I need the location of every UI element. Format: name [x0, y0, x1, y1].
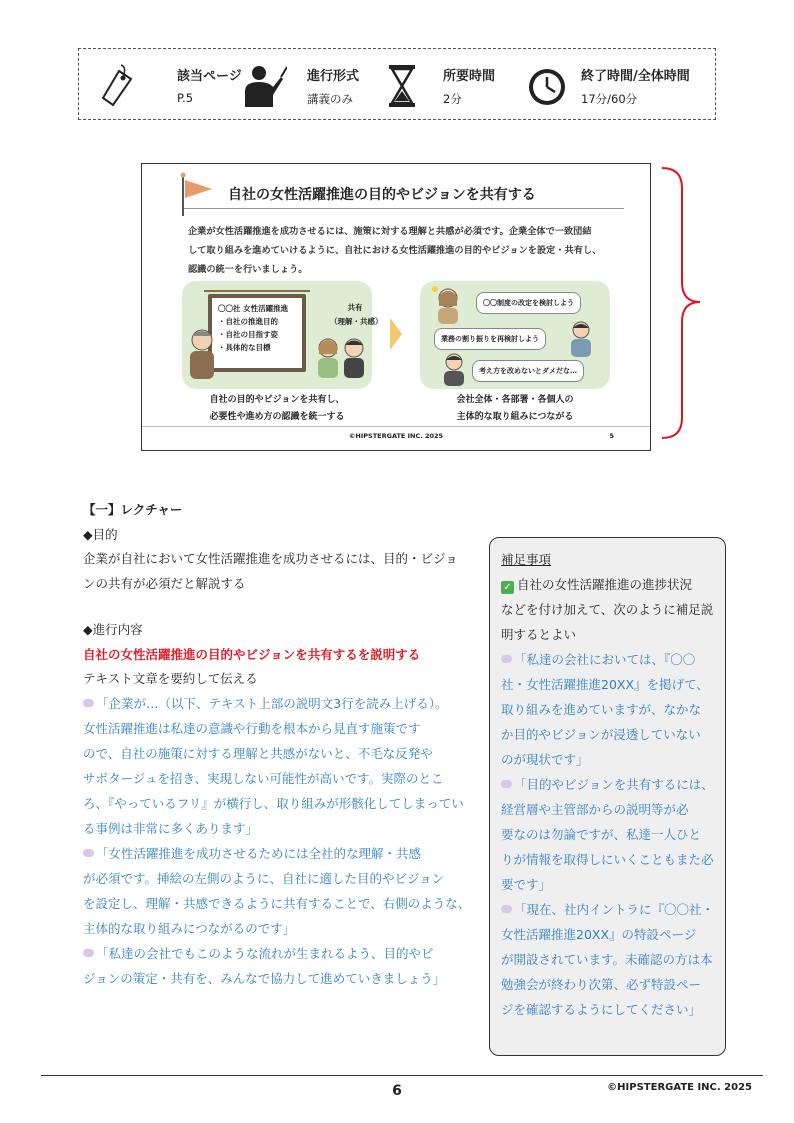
purpose-line: 企業が自社において女性活躍推進を成功させるには、目的・ビジョ: [83, 551, 458, 566]
caption-line: 必要性や進め方の認識を統一する: [209, 412, 345, 422]
board-item: ・自社の目指す姿: [218, 330, 278, 339]
progress-subtitle: テキスト文章を要約して伝える: [83, 671, 258, 686]
note-line: [501, 900, 714, 918]
slide-thumbnail: [141, 163, 651, 451]
clock-icon: [525, 63, 571, 109]
slide-footer-divider: [142, 426, 650, 427]
board-title: 〇〇社 女性活躍推進: [218, 304, 289, 313]
caption-left: [182, 392, 372, 426]
note-line: 勉強会が終わり次第、必ず特設ペー: [501, 977, 702, 992]
chat-bubble-icon: [501, 655, 512, 663]
slide-body-line: 企業が女性活躍推進を成功させるには、施策に対する理解と共感が必須です。企業全体で一致団結: [188, 226, 592, 237]
note-text: 「現在、社内イントラに『〇〇社・: [514, 902, 715, 917]
slide-page-number: 5: [609, 432, 614, 440]
chat-bubble-icon: [83, 699, 94, 707]
note-line: りが情報を取得しにいくこともまた必: [501, 852, 714, 867]
slide-title: 自社の女性活躍推進の目的やビジョンを共有する: [228, 187, 536, 203]
note-line: [501, 650, 695, 668]
person-illustration: [568, 319, 594, 357]
title-underline: [184, 208, 624, 209]
slide-body-line: 認識の統一を行いましょう。: [188, 264, 308, 275]
info-label: 終了時間/全体時間: [581, 69, 690, 84]
board-item: ・具体的な目標: [218, 343, 271, 352]
slide-body-line: して取り組みを進めていけるように、自社における女性活躍推進の目的やビジョンを設定・共有し、: [188, 245, 602, 256]
note-line: 明するとよい: [501, 627, 577, 642]
note-line: 要です」: [501, 877, 552, 892]
purpose-line: ンの共有が必須だと解説する: [83, 576, 246, 591]
tag-icon: [97, 63, 143, 109]
note-line: か目的やビジョンが浸透していない: [501, 727, 701, 742]
share-label-sub: （理解・共感）: [330, 317, 383, 326]
purpose-heading: ◆目的: [83, 527, 118, 542]
note-line: 経営層や主管部からの説明等が必: [501, 802, 689, 817]
board-item: ・自社の推進目的: [218, 317, 278, 326]
note-text: 「私達の会社においては、『〇〇: [514, 652, 696, 667]
footer-copyright: ©HIPSTERGATE INC. 2025: [607, 1082, 752, 1093]
presenter-icon: [241, 63, 287, 109]
note-line: 要なのは勿論ですが、私達一人ひと: [501, 827, 702, 842]
speech-bubble: 〇〇制度の改定を検討しよう: [476, 292, 581, 314]
person-illustration: [432, 284, 464, 324]
caption-right: [420, 392, 610, 426]
flag-icon: [178, 172, 216, 218]
note-line: 取り組みを進めていますが、なかな: [501, 702, 702, 717]
script-line: 主体的な取り組みにつながるのです」: [83, 921, 296, 936]
note-line: 社・女性活躍推進20XX』を掲げて、: [501, 677, 709, 692]
presenter-illustration: [182, 324, 218, 380]
speech-bubble: 考え方を改めないとダメだな…: [472, 360, 584, 382]
share-label: [330, 301, 383, 329]
script-text: 「女性活躍推進を成功させるためには全社的な理解・共感: [96, 846, 422, 861]
note-line: などを付け加えて、次のように補足説: [501, 602, 714, 617]
supplement-note: [489, 537, 726, 1056]
progress-title: 自社の女性活躍推進の目的やビジョンを共有するを説明する: [83, 647, 421, 662]
info-label: 進行形式: [307, 69, 360, 84]
caption-line: 会社全体・各部署・各個人の: [456, 395, 574, 405]
info-label: 該当ページ: [177, 69, 242, 84]
script-line: [83, 844, 421, 862]
chat-bubble-icon: [501, 905, 512, 913]
lecture-heading: 【一】レクチャー: [83, 502, 183, 517]
script-line: [83, 694, 447, 712]
script-line: 女性活躍推進は私達の意識や行動を根本から見直す施策です: [83, 721, 421, 736]
chat-bubble-icon: [83, 849, 94, 857]
note-line: のが現状です」: [501, 752, 589, 767]
script-line: る事例は非常に多くあります」: [83, 821, 259, 836]
progress-heading: ◆進行内容: [83, 622, 143, 637]
page-number: 6: [392, 1083, 402, 1099]
hourglass-icon: [379, 63, 425, 109]
caption-line: 自社の目的やビジョンを共有し、: [209, 395, 345, 405]
note-title: 補足事項: [501, 552, 552, 567]
info-label: 所要時間: [443, 69, 496, 84]
note-line: [501, 775, 714, 793]
share-label-main: 共有: [347, 303, 363, 312]
note-text: 「目的やビジョンを共有するには、: [514, 777, 714, 792]
chat-bubble-icon: [501, 780, 512, 788]
red-brace: [660, 166, 704, 442]
arrow-right-icon: [388, 316, 404, 352]
script-line: が必須です。挿絵の左側のように、自社に適した目的やビジョン: [83, 871, 445, 886]
info-value: 講義のみ: [307, 92, 353, 106]
chat-bubble-icon: [83, 949, 94, 957]
script-text: 「企業が…（以下、テキスト上部の説明文3行を読み上げる）。: [96, 696, 448, 711]
board-card: [212, 298, 302, 368]
note-line: が開設されています。未確認の方は本: [501, 952, 713, 967]
person-illustration: [442, 352, 466, 386]
script-line: を設定し、理解・共感できるように共有することで、右側のような、: [83, 896, 471, 911]
note-line: 女性活躍推進20XX』の特設ページ: [501, 927, 697, 942]
audience-illustration: [314, 334, 370, 378]
script-line: サボタージュを招き、実現しない可能性が高いです。実際のとこ: [83, 771, 444, 786]
script-line: ろ、『やっているフリ』が横行し、取り組みが形骸化してしまってい: [83, 796, 464, 811]
script-line: ジョンの策定・共有を、みんなで協力して進めていきましょう」: [83, 971, 446, 986]
note-line: [501, 575, 692, 594]
check-icon: ✓: [501, 581, 514, 594]
speech-bubble: 業務の割り振りを再検討しよう: [434, 328, 546, 350]
script-line: ので、自社の施策に対する理解と共感がないと、不毛な反発や: [83, 746, 433, 761]
info-box: [78, 48, 716, 120]
info-value: P.5: [177, 91, 194, 105]
caption-line: 主体的な取り組みにつながる: [456, 412, 574, 422]
info-value: 2分: [443, 92, 462, 106]
script-text: 「私達の会社でもこのような流れが生まれるよう、目的やビ: [96, 946, 434, 961]
script-line: [83, 944, 434, 962]
board-rail: [204, 290, 310, 292]
note-text: 自社の女性活躍推進の進捗状況: [517, 577, 693, 592]
info-value: 17分/60分: [581, 92, 638, 106]
slide-body: [188, 222, 628, 279]
footer-divider: [41, 1075, 763, 1076]
note-line: ジを確認するようにしてください」: [501, 1002, 702, 1017]
slide-copyright: ©HIPSTERGATE INC. 2025: [348, 432, 444, 440]
